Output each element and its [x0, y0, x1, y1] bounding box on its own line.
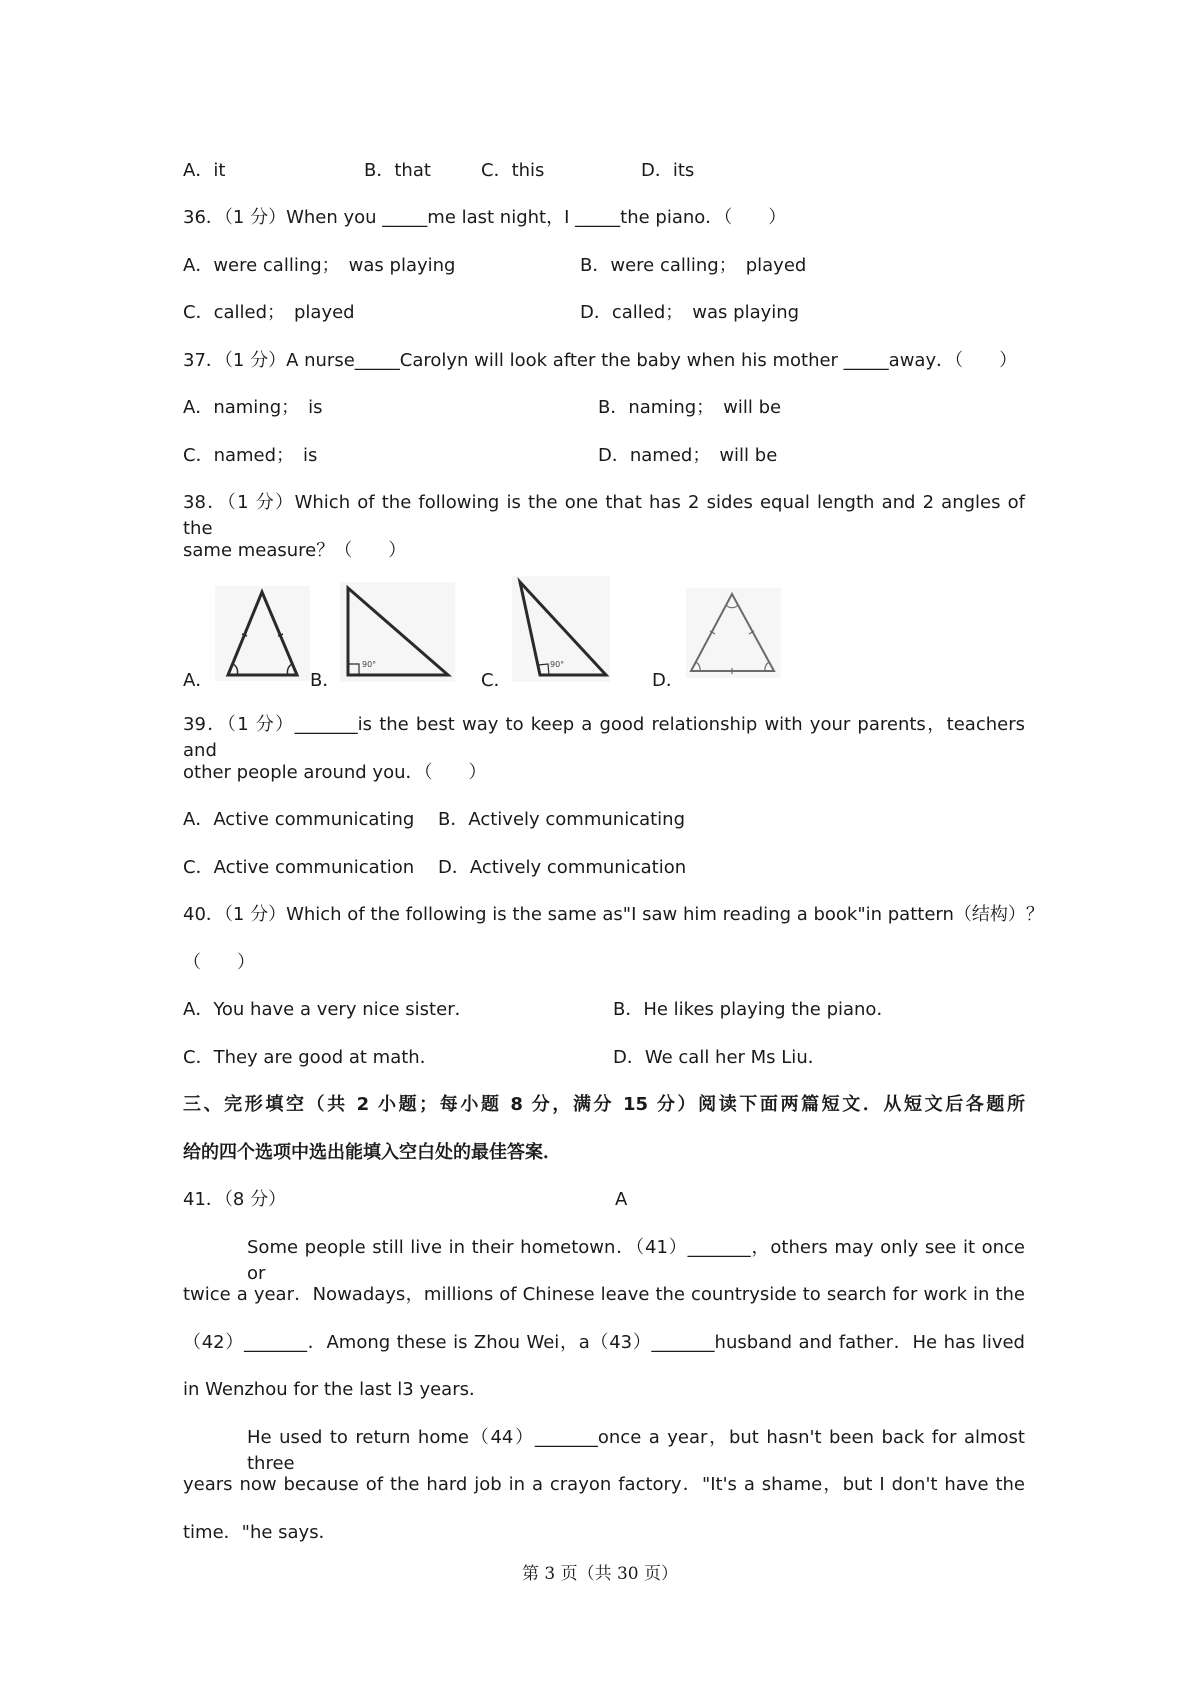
q39-option-b: B．Actively communicating: [438, 809, 686, 830]
q38-b-angle-text: 90°: [362, 660, 377, 669]
q40-option-b: B．He likes playing the piano．: [613, 999, 895, 1020]
q41-passage-line: years now because of the hard job in a crayon factory．"It's a shame，but I don't have the: [183, 1474, 1025, 1495]
q35-options: [183, 158, 1025, 184]
q40-option-c: C．They are good at math．: [183, 1047, 438, 1068]
q41-passage-line: （42）_______．Among these is Zhou Wei，a（43）_______husband and father．He has lived: [183, 1332, 1025, 1353]
q36-options-row1: [183, 253, 1025, 279]
q39-options-row2: [183, 855, 1025, 881]
q38-stem-line1: 38．（1 分）Which of the following is the one that has 2 sides equal length and 2 angles of the: [183, 492, 1025, 539]
q38-label-b: B．: [310, 670, 341, 691]
q40-options-row2: [183, 1045, 1025, 1071]
q37-options-row1: [183, 395, 1025, 421]
q38-label-a: A．: [183, 670, 214, 691]
q38-triangle-d-figure: [686, 588, 781, 678]
q41-passage-line: time．"he says．: [183, 1522, 337, 1543]
q38-stem-line2: same measure？（ ）: [183, 540, 407, 561]
q39-option-d: D．Actively communication: [438, 857, 687, 878]
q39-stem-line2: other people around you．（ ）: [183, 762, 487, 783]
q41-passage-line: twice a year．Nowadays，millions of Chinese leave the countryside to search for work in the: [183, 1284, 1025, 1305]
q35-option-c: C．this: [481, 160, 545, 181]
q37-options-row2: [183, 443, 1025, 469]
q40-stem-line2: （ ）: [183, 952, 255, 973]
q40-options-row1: [183, 997, 1025, 1023]
q38-c-angle-text: 90°: [550, 660, 565, 669]
q39-stem-line1: 39．（1 分）_______is the best way to keep a good relationship with your parents，teachers and: [183, 714, 1025, 761]
q41-number: 41．（8 分）: [183, 1189, 287, 1210]
q39-option-a: A．Active communicating: [183, 809, 415, 830]
q40-stem-line1: 40．（1 分）Which of the following is the same as"I saw him reading a book"in pattern（结构）？: [183, 904, 1044, 925]
q38-triangle-b-figure: [340, 582, 455, 682]
q37-option-d: D．named； will be: [598, 445, 778, 466]
q35-option-a: A．it: [183, 160, 226, 181]
q40-option-d: D．We call her Ms Liu．: [613, 1047, 826, 1068]
q35-option-b: B．that: [364, 160, 431, 181]
q39-options-row1: [183, 807, 1025, 833]
q36-options-row2: [183, 300, 1025, 326]
q38-triangle-a-figure: [215, 586, 310, 681]
q40-option-a: A．You have a very nice sister．: [183, 999, 473, 1020]
q38-label-d: D．: [652, 670, 684, 691]
page-footer: 第 3 页（共 30 页）: [521, 1564, 679, 1584]
q38-label-c: C．: [481, 670, 512, 691]
q36-option-a: A．were calling； was playing: [183, 255, 456, 276]
q41-passage-line: He used to return home（44）_______once a year，but hasn't been back for almost three: [247, 1427, 1025, 1474]
q38-triangle-c-figure: [512, 576, 610, 682]
q35-option-d: D．its: [641, 160, 695, 181]
section3-heading-line2: 给的四个选项中选出能填入空白处的最佳答案．: [183, 1142, 561, 1163]
q37-option-c: C．named； is: [183, 445, 318, 466]
q37-option-a: A．naming； is: [183, 397, 323, 418]
q37-stem: 37．（1 分）A nurse_____Carolyn will look after the baby when his mother _____away．（ ）: [183, 350, 1018, 371]
q36-stem: 36．（1 分）When you _____me last night，I _____the piano．（ ）: [183, 207, 787, 228]
q36-option-b: B．were calling； played: [580, 255, 807, 276]
q41-passage-label: A: [615, 1189, 628, 1210]
q36-option-c: C．called； played: [183, 302, 355, 323]
q41-passage-line: Some people still live in their hometown．（41）_______，others may only see it once or: [247, 1237, 1025, 1284]
section3-heading-line1: 三、完形填空（共 2 小题；每小题 8 分，满分 15 分）阅读下面两篇短文．从短文后各题所: [183, 1094, 1025, 1115]
q36-option-d: D．called； was playing: [580, 302, 800, 323]
q41-header: [183, 1187, 1025, 1213]
q37-option-b: B．naming； will be: [598, 397, 782, 418]
q41-passage-line: in Wenzhou for the last l3 years．: [183, 1379, 487, 1400]
q39-option-c: C．Active communication: [183, 857, 415, 878]
